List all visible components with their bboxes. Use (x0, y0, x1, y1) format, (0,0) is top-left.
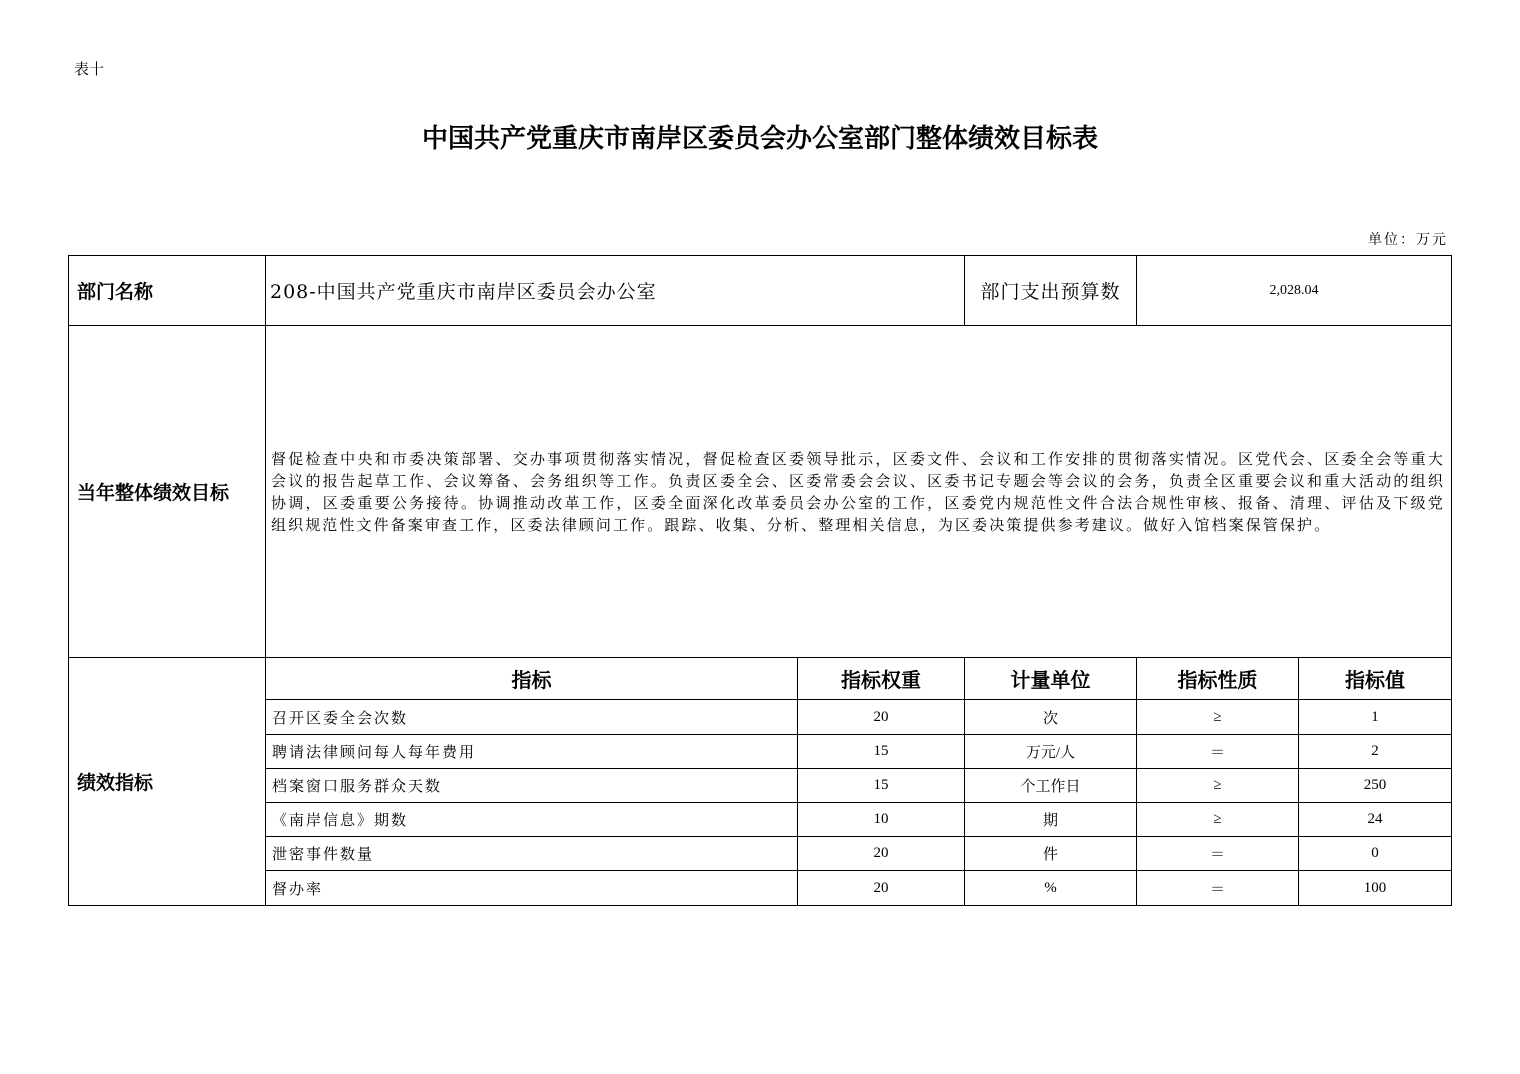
unit-label: 单位：万元 (1368, 232, 1448, 248)
indicator-unit: 次 (1042, 710, 1058, 727)
page-title: 中国共产党重庆市南岸区委员会办公室部门整体绩效目标表 (421, 124, 1098, 154)
indicator-value: 2 (1371, 743, 1379, 759)
indicator-unit: 期 (1042, 813, 1058, 829)
budget-value: 2,028.04 (1269, 282, 1319, 298)
indicator-nature: ＝ (1209, 881, 1225, 898)
indicator-nature: ≥ (1213, 811, 1222, 827)
indicator-weight: 15 (873, 777, 889, 793)
budget-label: 部门支出预算数 (980, 281, 1121, 303)
header-indicator: 指标 (511, 668, 552, 692)
indicator-value: 0 (1371, 845, 1379, 861)
indicator-nature: ≥ (1213, 777, 1222, 793)
indicators-label: 绩效指标 (77, 772, 154, 794)
indicator-value: 1 (1371, 708, 1379, 725)
indicator-nature: ≥ (1213, 708, 1222, 725)
indicator-unit: 件 (1042, 847, 1058, 863)
dept-name-label: 部门名称 (77, 281, 154, 303)
header-weight: 指标权重 (841, 668, 921, 692)
indicator-name: 召开区委全会次数 (272, 708, 409, 727)
indicator-name: 督办率 (272, 879, 324, 898)
indicator-weight: 20 (873, 845, 889, 861)
dept-name-value: 208-中国共产党重庆市南岸区委员会办公室 (270, 281, 657, 303)
indicator-weight: 20 (873, 708, 889, 725)
indicator-unit: % (1044, 879, 1057, 896)
indicator-name: 档案窗口服务群众天数 (272, 777, 443, 795)
indicator-weight: 15 (873, 743, 889, 759)
annual-goal-label: 当年整体绩效目标 (77, 482, 230, 504)
indicator-name: 聘请法律顾问每人每年费用 (272, 743, 477, 761)
indicator-name: 泄密事件数量 (272, 845, 375, 863)
indicator-unit: 个工作日 (1020, 779, 1081, 795)
indicator-name: 《南岸信息》期数 (272, 811, 409, 829)
table-number: 表十 (74, 60, 105, 78)
annual-goal-paragraph: 督促检查中央和市委决策部署、交办事项贯彻落实情况，督促检查区委领导批示，区委文件、会议和工作安排的贯彻落实情况。区党代会、区委全会等重大会议的报告起草工作、会议筹备、会务组织等工作。负责区委全会、区委常委会会议、区委书记专题会等会议的会务，负责全区重要会议和重大活动的组织协调，区委重要公务接待。协调推动改革工作，区委全面深化改革委员会办公室的工作，区委党内规范性文件合法合规性审核、报备、清理、评估及下级党组织规范性文件备案审查工作，区委法律顾问工作。跟踪、收集、分析、整理相关信息，为区委决策提供参考建议。做好入馆档案保管保护。 (271, 449, 1445, 534)
header-unit: 计量单位 (1010, 668, 1091, 692)
indicator-nature: ＝ (1209, 745, 1225, 761)
indicator-nature: ＝ (1209, 847, 1225, 863)
header-value: 指标值 (1345, 668, 1405, 692)
indicator-weight: 20 (873, 879, 889, 896)
header-nature: 指标性质 (1177, 668, 1258, 692)
indicator-value: 250 (1363, 777, 1387, 793)
indicator-unit: 万元/人 (1025, 745, 1076, 761)
indicator-value: 24 (1367, 811, 1383, 827)
indicator-weight: 10 (873, 811, 889, 827)
indicator-value: 100 (1363, 879, 1387, 896)
annual-goal-text (266, 326, 1451, 657)
